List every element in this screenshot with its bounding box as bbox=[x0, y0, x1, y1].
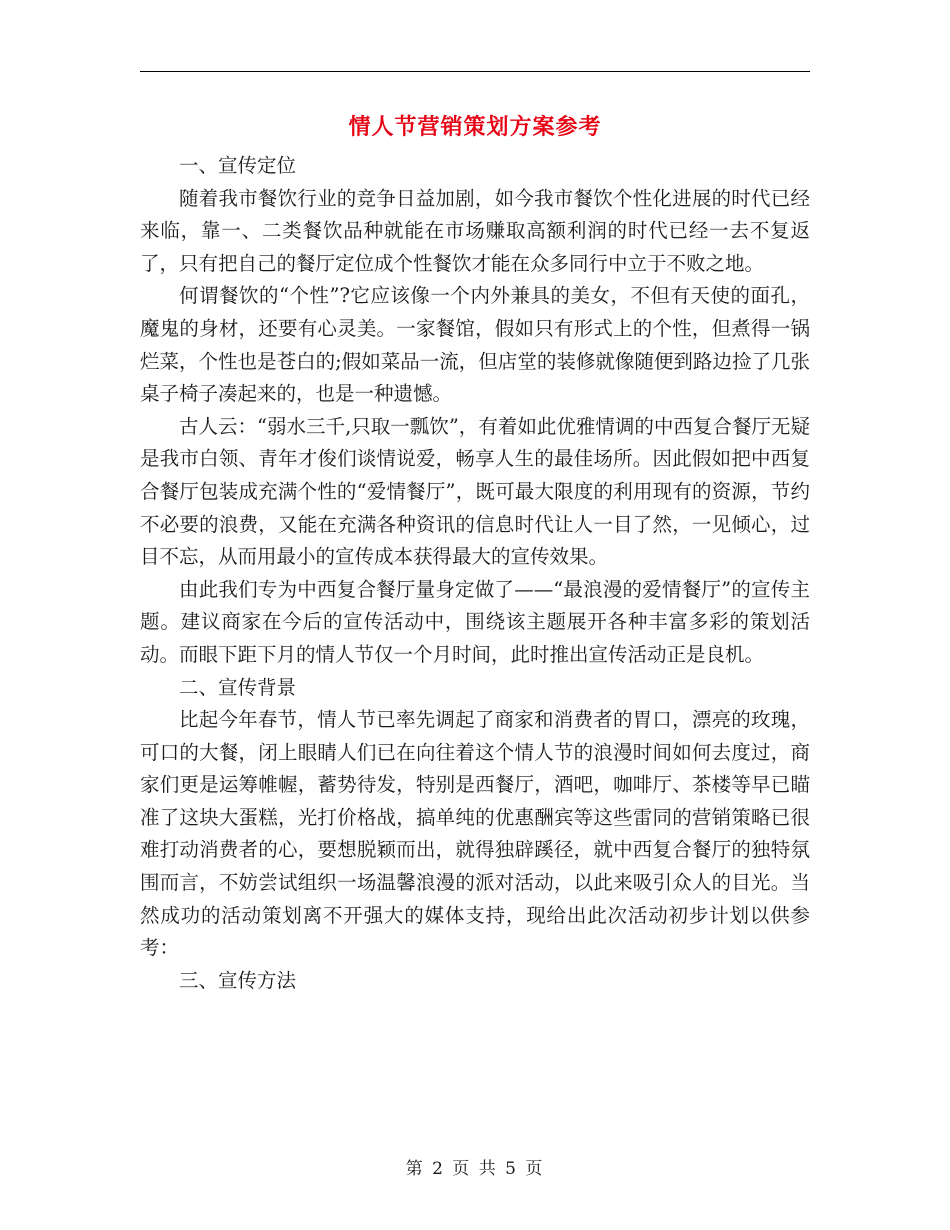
paragraph: 比起今年春节，情人节已率先调起了商家和消费者的胃口，漂亮的玫瑰，可口的大餐，闭上眼睛人们已在向往着这个情人节的浪漫时间如何去度过，商家们更是运筹帷幄，蓄势待发，特别是西餐厅，酒吧，咖啡厅、茶楼等早已瞄准了这块大蛋糕，光打价格战，搞单纯的优惠酬宾等这些雷同的营销策略已很难打动消费者的心，要想脱颖而出，就得独辟蹊径，就中西复合餐厅的独特氛围而言，不妨尝试组织一场温馨浪漫的派对活动，以此来吸引众人的目光。当然成功的活动策划离不开强大的媒体支持，现给出此次活动初步计划以供参考： bbox=[140, 708, 810, 960]
paragraph: 由此我们专为中西复合餐厅量身定做了——“最浪漫的爱情餐厅”的宣传主题。建议商家在今后的宣传活动中，围绕该主题展开各种丰富多彩的策划活动。而眼下距下月的情人节仅一个月时间，此时推出宣传活动正是良机。 bbox=[140, 577, 810, 666]
document-title: 情人节营销策划方案参考 bbox=[348, 115, 602, 140]
paragraph: 何谓餐饮的“个性”?它应该像一个内外兼具的美女，不但有天使的面孔，魔鬼的身材，还要有心灵美。一家餐馆，假如只有形式上的个性，但煮得一锅烂菜，个性也是苍白的;假如菜品一流，但店堂的装修就像随便到路边捡了几张桌子椅子凑起来的，也是一种遗憾。 bbox=[140, 284, 810, 406]
section-heading-background: 二、宣传背景 bbox=[179, 675, 297, 699]
document-body bbox=[140, 150, 810, 997]
section-heading-methods: 三、宣传方法 bbox=[179, 968, 297, 992]
paragraph: 随着我市餐饮行业的竞争日益加剧，如今我市餐饮个性化进展的时代已经来临，靠一、二类餐饮品种就能在市场赚取高额利润的时代已经一去不复返了，只有把自己的餐厅定位成个性餐饮才能在众多同行中立于不败之地。 bbox=[140, 186, 810, 275]
section-heading-positioning: 一、宣传定位 bbox=[179, 154, 297, 177]
page-number: 第 2 页 共 5 页 bbox=[405, 1159, 545, 1179]
header-rule bbox=[140, 71, 810, 72]
paragraph: 古人云：“弱水三千,只取一瓢饮”，有着如此优雅情调的中西复合餐厅无疑是我市白领、青年才俊们谈情说爱，畅享人生的最佳场所。因此假如把中西复合餐厅包装成充满个性的“爱情餐厅”，既可最大限度的利用现有的资源，节约不必要的浪费，又能在充满各种资讯的信息时代让人一目了然，一见倾心，过目不忘，从而用最小的宣传成本获得最大的宣传效果。 bbox=[140, 414, 810, 569]
